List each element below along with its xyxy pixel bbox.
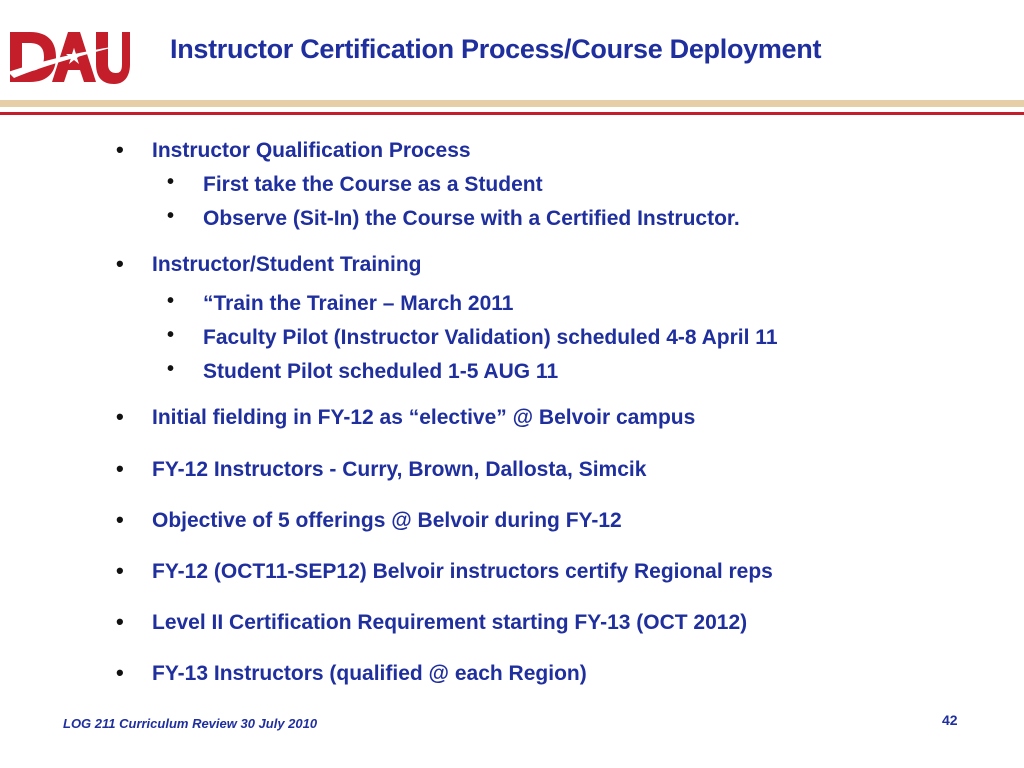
bullet-item [116, 251, 422, 277]
sub-bullet-item [167, 205, 740, 231]
bullet-text: Faculty Pilot (Instructor Validation) scheduled 4-8 April 11 [203, 326, 778, 349]
bullet-text: Level II Certification Requirement starting FY-13 (OCT 2012) [152, 611, 748, 634]
bullet-text: FY-13 Instructors (qualified @ each Region) [152, 662, 587, 685]
sub-bullet-item [167, 290, 514, 316]
bullet-text: Observe (Sit-In) the Course with a Certified Instructor. [203, 207, 740, 230]
bullet-text: First take the Course as a Student [203, 173, 543, 196]
bullet-dot-icon: • [167, 358, 175, 380]
bullet-dot-icon: • [116, 404, 124, 429]
bullet-dot-icon: • [167, 290, 175, 312]
bullet-item [116, 456, 647, 482]
bullet-item [116, 404, 696, 430]
bullet-item [116, 558, 773, 584]
footer-text: LOG 211 Curriculum Review 30 July 2010 [63, 716, 318, 731]
bullet-text: FY-12 (OCT11-SEP12) Belvoir instructors certify Regional reps [152, 560, 773, 583]
page-title: Instructor Certification Process/Course Deployment [170, 34, 822, 64]
bullet-item [116, 507, 622, 533]
bullet-item [116, 609, 748, 635]
bullet-text: Instructor Qualification Process [152, 139, 471, 162]
bullet-dot-icon: • [116, 558, 124, 583]
bullet-dot-icon: • [116, 660, 124, 685]
bullet-dot-icon: • [167, 324, 175, 346]
bullet-dot-icon: • [116, 609, 124, 634]
bullet-text: Objective of 5 offerings @ Belvoir during FY-12 [152, 509, 622, 532]
bullet-item [116, 137, 471, 163]
bullet-dot-icon: • [116, 251, 124, 276]
sub-bullet-item [167, 171, 543, 197]
bullet-text: Student Pilot scheduled 1-5 AUG 11 [203, 360, 559, 383]
page-number: 42 [942, 712, 958, 728]
sub-bullet-item [167, 324, 778, 350]
bullet-dot-icon: • [116, 507, 124, 532]
bullet-dot-icon: • [116, 456, 124, 481]
bullet-text: Instructor/Student Training [152, 253, 422, 276]
bullet-dot-icon: • [167, 205, 175, 227]
bullet-text: “Train the Trainer – March 2011 [203, 292, 514, 315]
sub-bullet-item [167, 358, 559, 384]
bullet-dot-icon: • [167, 171, 175, 193]
bullet-item [116, 660, 587, 686]
bullet-dot-icon: • [116, 137, 124, 162]
bullet-text: FY-12 Instructors - Curry, Brown, Dallosta, Simcik [152, 458, 647, 481]
bullet-text: Initial fielding in FY-12 as “elective” @ Belvoir campus [152, 406, 696, 429]
